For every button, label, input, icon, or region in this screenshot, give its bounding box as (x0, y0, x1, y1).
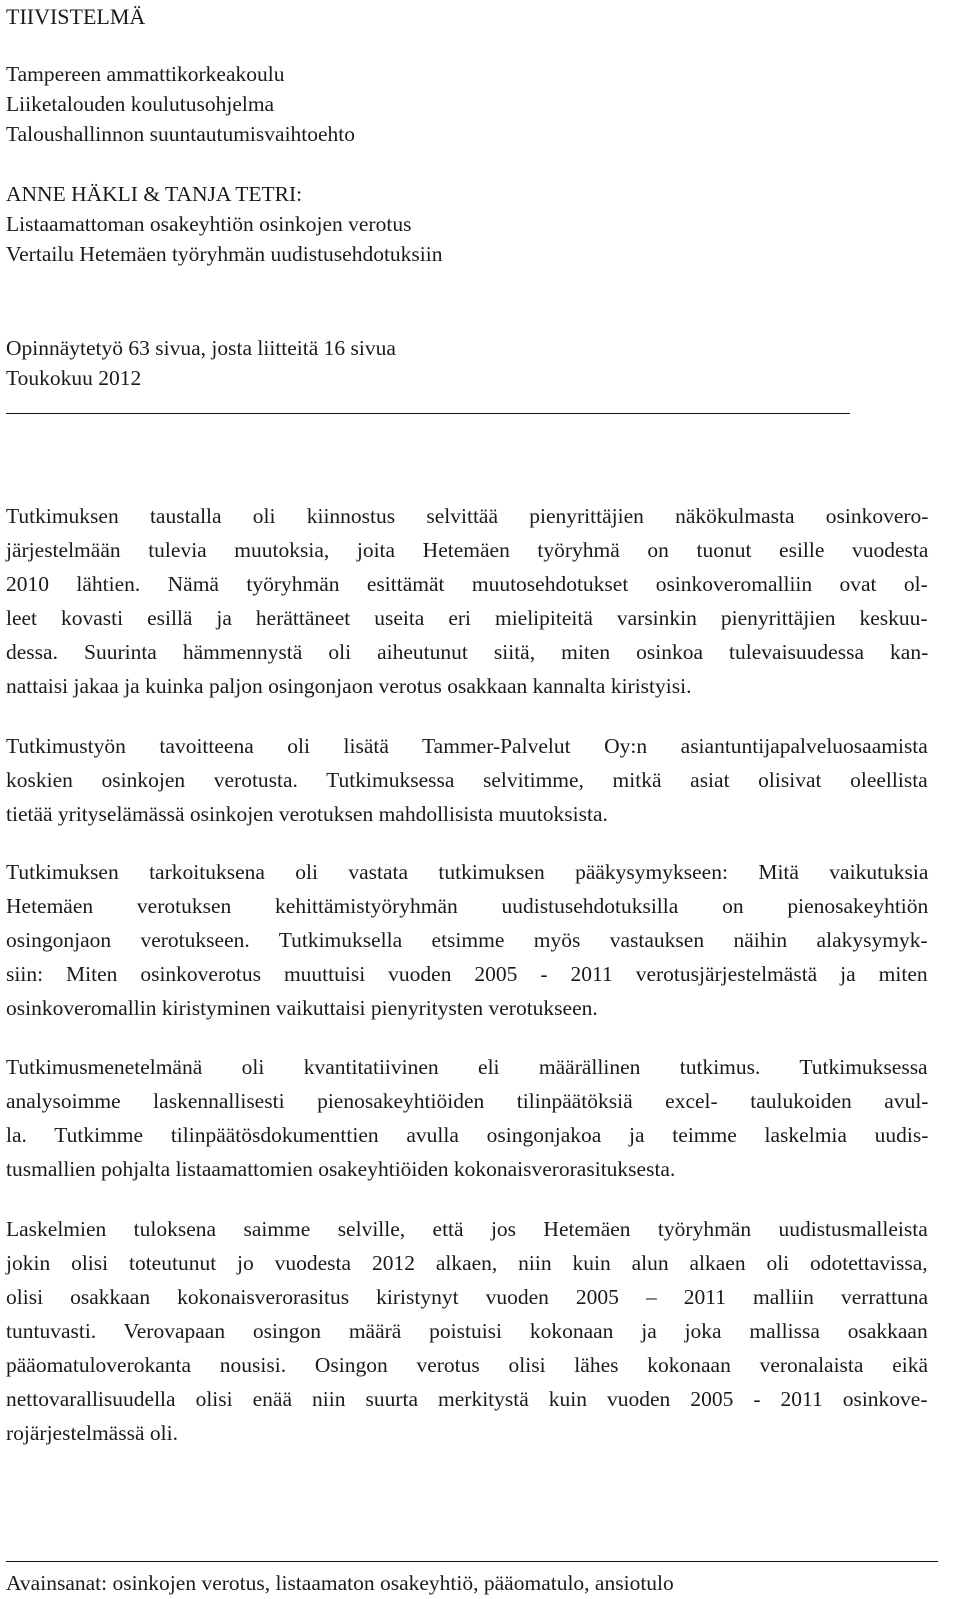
thesis-title-line: Listaamattoman osakeyhtiön osinkojen verotus (6, 212, 412, 236)
paragraph-line: Laskelmien tuloksena saimme selville, että jos Hetemäen työryhmän uudistusmalleista (6, 1217, 928, 1241)
paragraph-line: tietää yrityselämässä osinkojen verotuksen mahdollisista muutoksista. (6, 802, 608, 826)
page-heading: TIIVISTELMÄ (6, 4, 146, 29)
institution-line: Tampereen ammattikorkeakoulu (6, 62, 285, 86)
keywords-line: Avainsanat: osinkojen verotus, listaamaton osakeyhtiö, pääomatulo, ansiotulo (6, 1571, 674, 1595)
institution-line: Taloushallinnon suuntautumisvaihtoehto (6, 122, 356, 146)
paragraph-line: leet kovasti esillä ja herättäneet useita eri mielipiteitä varsinkin pienyrittäjien keskuu- (6, 606, 928, 630)
paragraph-line: 2010 lähtien. Nämä työryhmän esittämät muutosehdotukset osinkoveromalliin ovat ol- (6, 572, 928, 596)
thesis-pages-line: Opinnäytetyö 63 sivua, josta liitteitä 16 sivua (6, 336, 396, 360)
paragraph-line: Hetemäen verotuksen kehittämistyöryhmän uudistusehdotuksilla on pienosakeyhtiön (6, 894, 929, 918)
paragraph-line: Tutkimuksen tarkoituksena oli vastata tutkimuksen pääkysymykseen: Mitä vaikutuksia (6, 860, 929, 884)
paragraph-line: olisi osakkaan kokonaisverorasitus kiristynyt vuoden 2005 – 2011 malliin verrattuna (6, 1285, 929, 1309)
paragraph-line: tusmallien pohjalta listaamattomien osakeyhtiöiden kokonaisverorasituksesta. (6, 1157, 676, 1181)
paragraph-line: pääomatuloverokanta nousisi. Osingon verotus olisi lähes kokonaan veronalaista eikä (6, 1353, 928, 1377)
paragraph-line: osingonjaon verotukseen. Tutkimuksella etsimme myös vastauksen näihin alakysymyk- (6, 928, 928, 952)
paragraph-line: nettovarallisuudella olisi enää niin suurta merkitystä kuin vuoden 2005 - 2011 osinkove- (6, 1387, 928, 1411)
paragraph-line: koskien osinkojen verotusta. Tutkimuksessa selvitimme, mitkä asiat olisivat oleellista (6, 768, 928, 792)
thesis-date-line: Toukokuu 2012 (6, 366, 142, 390)
paragraph-line: Tutkimuksen taustalla oli kiinnostus selvittää pienyrittäjien näkökulmasta osinkovero- (6, 504, 929, 528)
divider-rule (6, 413, 850, 414)
authors-line: ANNE HÄKLI & TANJA TETRI: (6, 182, 303, 206)
paragraph-line: analysoimme laskennallisesti pienosakeyhtiöiden tilinpäätöksiä excel- taulukoiden avul- (6, 1089, 929, 1113)
paragraph-line: Tutkimusmenetelmänä oli kvantitatiivinen eli määrällinen tutkimus. Tutkimuksessa (6, 1055, 928, 1079)
paragraph-line: tuntuvasti. Verovapaan osingon määrä poistuisi kokonaan ja joka mallissa osakkaan (6, 1319, 928, 1343)
paragraph-line: osinkoveromallin kiristyminen vaikuttaisi pienyritysten verotukseen. (6, 996, 598, 1020)
keywords-divider (6, 1561, 938, 1562)
paragraph-line: nattaisi jakaa ja kuinka paljon osingonjaon verotus osakkaan kannalta kiristyisi. (6, 674, 692, 698)
paragraph-line: rojärjestelmässä oli. (6, 1421, 178, 1445)
institution-line: Liiketalouden koulutusohjelma (6, 92, 275, 116)
paragraph-line: Tutkimustyön tavoitteena oli lisätä Tammer-Palvelut Oy:n asiantuntijapalveluosaamista (6, 734, 928, 758)
paragraph-line: dessa. Suurinta hämmennystä oli aiheutunut siitä, miten osinkoa tulevaisuudessa kan- (6, 640, 929, 664)
paragraph-line: jokin olisi toteutunut jo vuodesta 2012 alkaen, niin kuin alun alkaen oli odotettavissa, (6, 1251, 928, 1275)
paragraph-line: järjestelmään tulevia muutoksia, joita Hetemäen työryhmä on tuonut esille vuodesta (6, 538, 929, 562)
paragraph-line: la. Tutkimme tilinpäätösdokumenttien avulla osingonjakoa ja teimme laskelmia uudis- (6, 1123, 929, 1147)
paragraph-line: siin: Miten osinkoverotus muuttuisi vuoden 2005 - 2011 verotusjärjestelmästä ja miten (6, 962, 928, 986)
thesis-subtitle-line: Vertailu Hetemäen työryhmän uudistusehdotuksiin (6, 242, 443, 266)
